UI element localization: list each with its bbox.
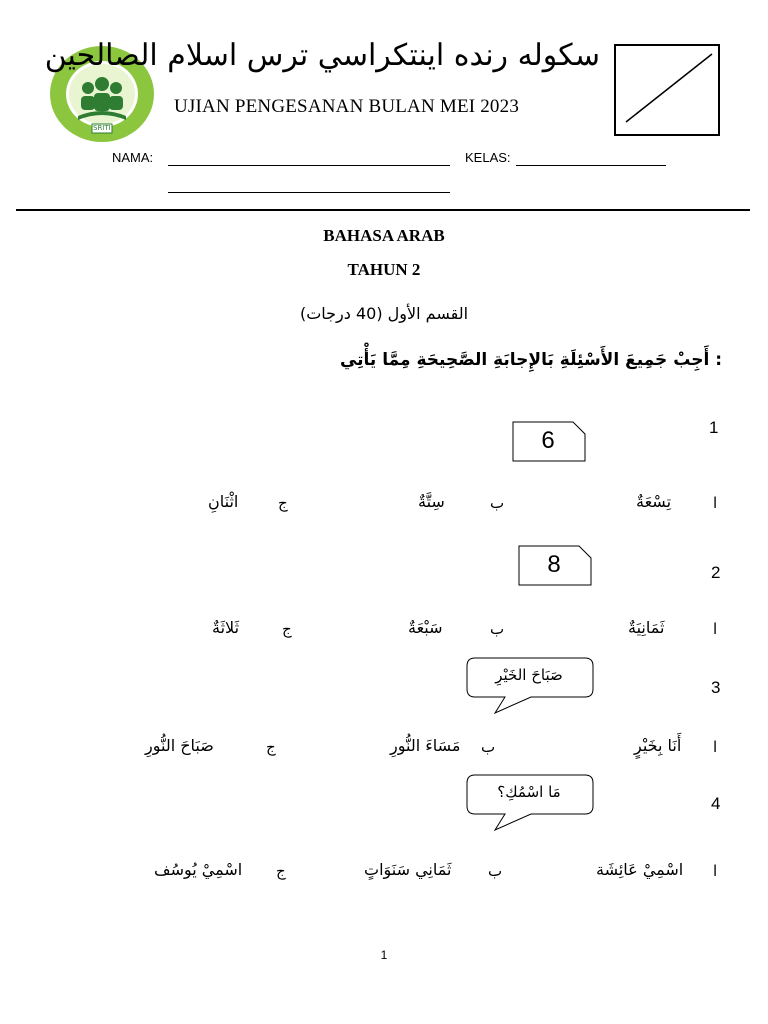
question-4-speech-bubble xyxy=(465,773,597,833)
question-2-number: 2 xyxy=(711,563,721,582)
page-number: 1 xyxy=(380,948,388,962)
q1-option-c-text[interactable]: اثْنَانِ xyxy=(208,492,239,511)
q2-option-a-text[interactable]: ثَمَانِيَةٌ xyxy=(628,618,665,637)
q4-option-c-letter: ج xyxy=(276,862,286,880)
q3-option-b-text[interactable]: مَسَاءَ النُّورِ xyxy=(390,736,461,755)
year-title: TAHUN 2 xyxy=(347,260,421,279)
q1-option-c-letter: ج xyxy=(278,494,288,512)
q3-option-c-text[interactable]: صَبَاحَ النُّورِ xyxy=(145,736,214,755)
q3-option-c-letter: ج xyxy=(266,738,276,756)
marks-box xyxy=(614,44,720,136)
school-name-arabic: سكولە رندە اينتكراسي ترس اسلام الصالحين xyxy=(44,38,600,73)
question-4-number: 4 xyxy=(711,794,721,813)
q3-option-b-letter: ب xyxy=(481,738,496,756)
q2-option-c-text[interactable]: ثَلاثَةٌ xyxy=(212,618,240,637)
question-4-prompt: مَا اسْمُكِ؟ xyxy=(497,783,561,801)
question-3-speech-bubble xyxy=(465,656,597,716)
q2-option-b-text[interactable]: سَبْعَةٌ xyxy=(408,618,443,637)
nama-field-line-2[interactable] xyxy=(168,192,450,193)
q2-option-a-letter: ا xyxy=(713,620,718,638)
section-title: القسم الأول (40 درجات) xyxy=(299,304,469,323)
q4-option-c-text[interactable]: اسْمِيْ يُوسُف xyxy=(154,860,243,879)
q2-option-b-letter: ب xyxy=(490,620,505,638)
exam-title: UJIAN PENGESANAN BULAN MEI 2023 xyxy=(174,96,520,117)
instruction-text: : أَجِبْ جَمِيعَ الأَسْئِلَةِ بَالإِجابَةِ الصَّحِيحَةِ مِمَّا يَأْتِي xyxy=(339,350,722,370)
question-2-prompt: 8 xyxy=(547,551,561,578)
q1-option-b-letter: ب xyxy=(490,494,505,512)
subject-title: BAHASA ARAB xyxy=(323,226,445,245)
header-divider xyxy=(16,209,750,211)
q1-option-a-text[interactable]: تِسْعَةٌ xyxy=(636,492,672,511)
q2-option-c-letter: ج xyxy=(282,620,292,638)
q4-option-a-text[interactable]: اسْمِيْ عَائِشَة xyxy=(596,860,684,879)
q3-option-a-letter: ا xyxy=(713,738,718,756)
q4-option-a-letter: ا xyxy=(713,862,718,880)
q3-option-a-text[interactable]: أَنَا بِخَيْرٍ xyxy=(634,736,682,755)
question-1-prompt-card xyxy=(509,418,587,464)
kelas-label: KELAS: xyxy=(465,150,511,165)
nama-label: NAMA: xyxy=(112,150,154,165)
kelas-field[interactable] xyxy=(516,165,666,166)
marks-diagonal xyxy=(616,46,722,138)
question-1-number: 1 xyxy=(709,418,719,437)
logo-caption: SRITI xyxy=(93,124,111,132)
q4-option-b-text[interactable]: ثَمَانِي سَنَوَاتٍ xyxy=(364,860,452,879)
question-3-number: 3 xyxy=(711,678,721,697)
question-2-prompt-card xyxy=(515,542,593,588)
question-1-prompt: 6 xyxy=(541,427,555,454)
question-3-prompt: صَبَاحَ الخَيْرِ xyxy=(495,666,563,684)
q1-option-b-text[interactable]: سِتَّةٌ xyxy=(418,492,445,511)
q4-option-b-letter: ب xyxy=(488,862,503,880)
nama-field[interactable] xyxy=(168,165,450,166)
q1-option-a-letter: ا xyxy=(713,494,718,512)
